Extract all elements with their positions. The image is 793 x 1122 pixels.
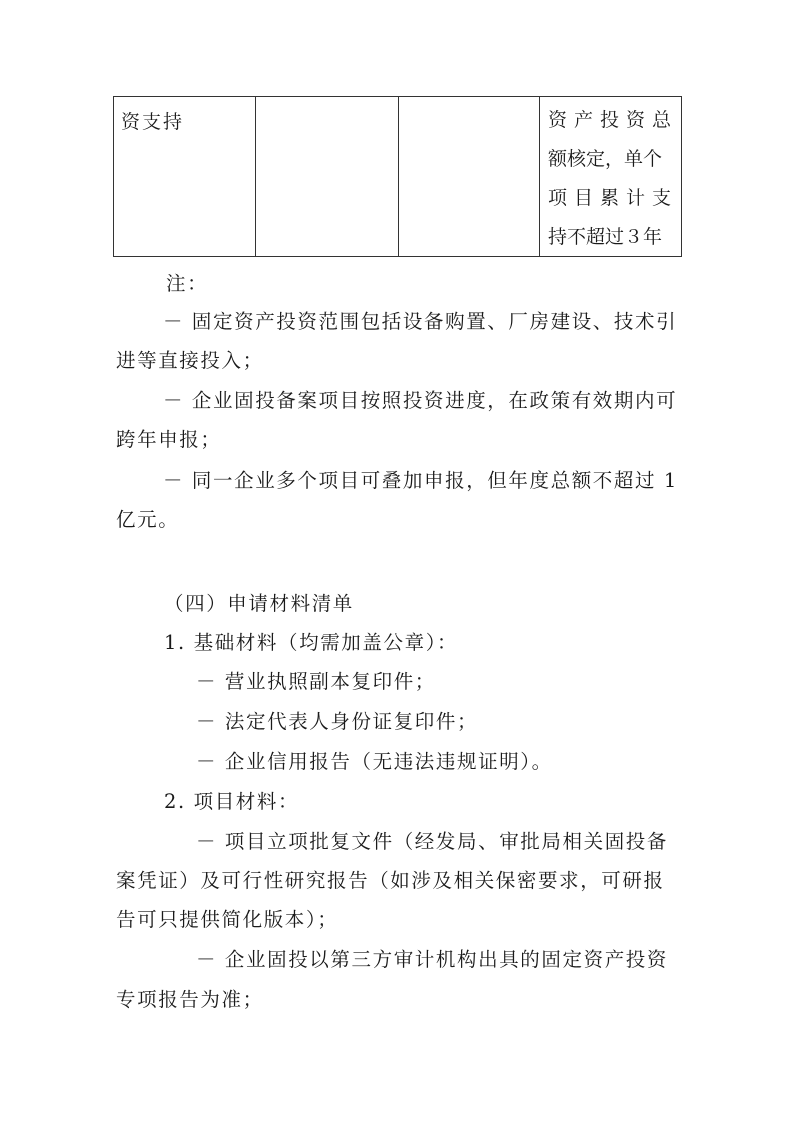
note-2-line-1: － 企业固投备案项目按照投资进度，在政策有效期内可 bbox=[163, 389, 678, 412]
basic-material-item: － 企业信用报告（无违法违规证明）。 bbox=[196, 750, 553, 773]
table-cell-line: 资产投资总 bbox=[548, 109, 679, 131]
basic-material-item: － 法定代表人身份证复印件； bbox=[196, 710, 479, 733]
table-cell-support-type: 资支持 bbox=[121, 111, 185, 133]
notes-title: 注： bbox=[166, 272, 209, 295]
table-cell-support-limit bbox=[548, 101, 678, 257]
note-1-line-2: 进等直接投入； bbox=[116, 349, 264, 372]
project-material-1-line-1: － 项目立项批复文件（经发局、审批局相关固投备 bbox=[196, 830, 668, 853]
project-material-2-line-1: － 企业固投以第三方审计机构出具的固定资产投资 bbox=[196, 948, 668, 971]
note-2-line-2: 跨年申报； bbox=[116, 428, 222, 451]
table-column-divider bbox=[539, 97, 540, 256]
section-heading: （四）申请材料清单 bbox=[164, 592, 354, 615]
note-1-line-1: － 固定资产投资范围包括设备购置、厂房建设、技术引 bbox=[163, 310, 678, 333]
project-material-2-line-2: 专项报告为准； bbox=[116, 988, 264, 1011]
project-material-1-line-2: 案凭证）及可行性研究报告（如涉及相关保密要求，可研报 bbox=[116, 869, 665, 892]
table-column-divider bbox=[398, 97, 399, 256]
note-3-line-2: 亿元。 bbox=[116, 508, 180, 531]
basic-material-item: － 营业执照副本复印件； bbox=[196, 670, 436, 693]
basic-materials-title: 1. 基础材料（均需加盖公章）： bbox=[164, 631, 459, 654]
table-column-divider bbox=[255, 97, 256, 256]
policy-table bbox=[113, 96, 682, 257]
note-3-line-1: － 同一企业多个项目可叠加申报，但年度总额不超过 1 bbox=[163, 469, 678, 492]
table-cell-line: 额核定，单个 bbox=[548, 148, 663, 170]
table-cell-line: 持不超过３年 bbox=[548, 226, 663, 248]
project-material-1-line-3: 告可只提供简化版本）； bbox=[116, 908, 339, 931]
table-cell-line: 项目累计支 bbox=[548, 187, 679, 209]
project-materials-title: 2. 项目材料： bbox=[164, 790, 300, 813]
